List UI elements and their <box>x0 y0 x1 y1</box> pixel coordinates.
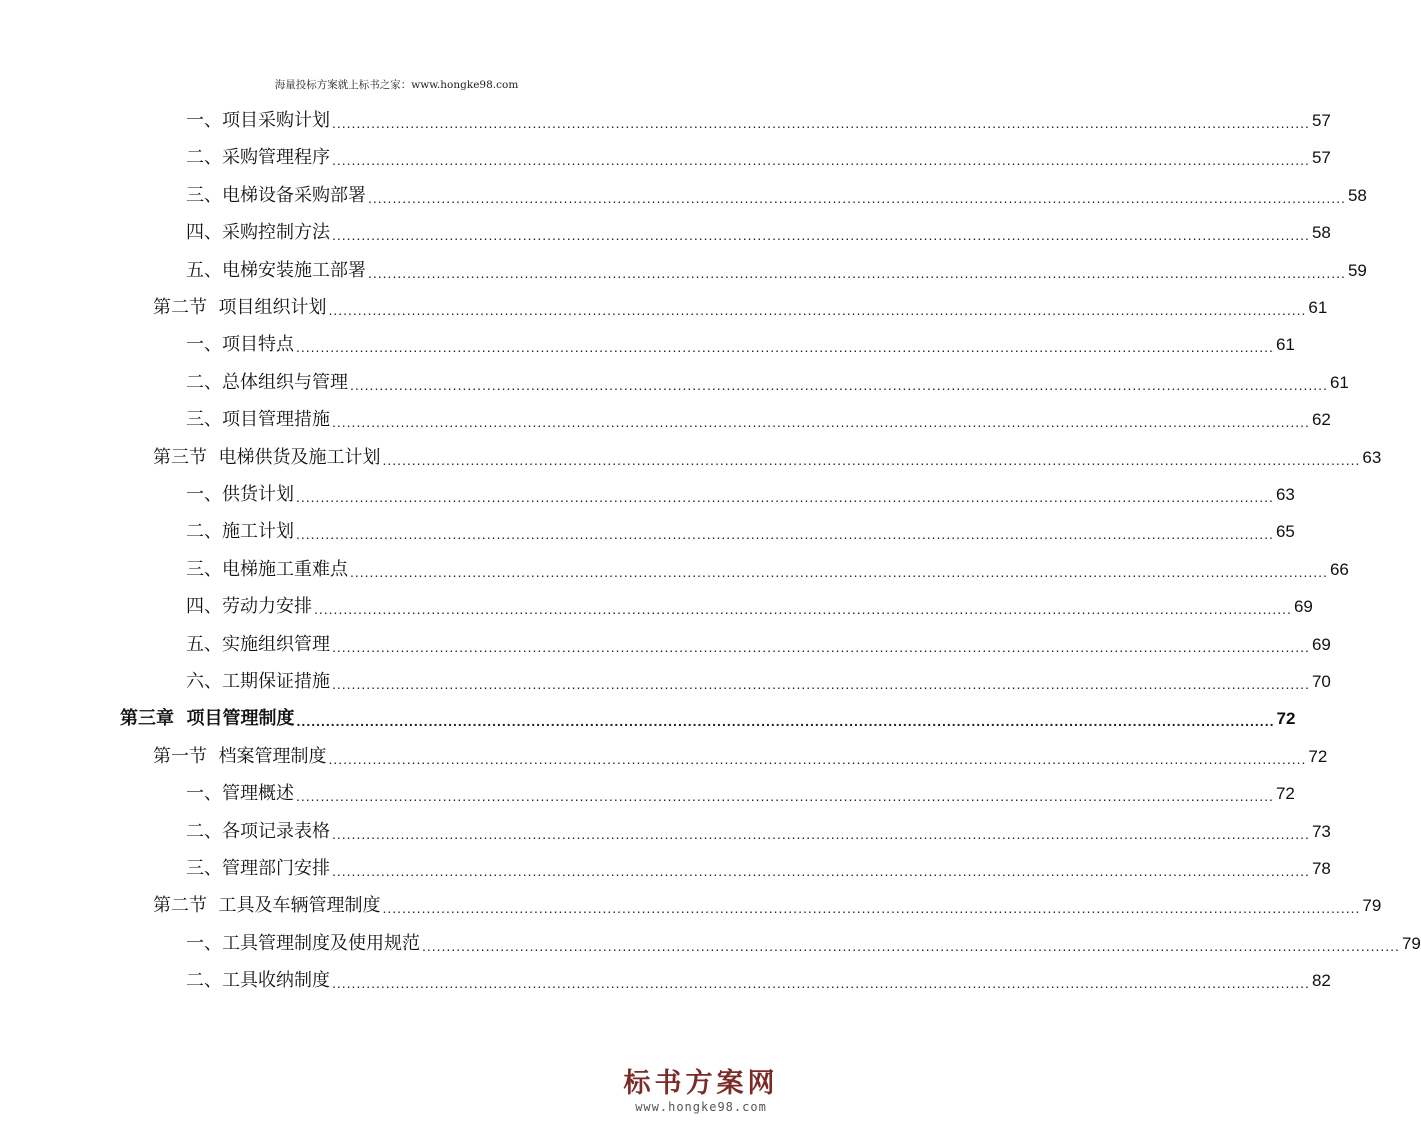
toc-page-number: 65 <box>1275 522 1295 541</box>
toc-leader-dots: ........................................................................................................................................................................................................ <box>328 302 1307 318</box>
toc-leader-dots: ........................................................................................................................................................................................................ <box>368 265 1346 281</box>
toc-leader-dots: ........................................................................................................................................................................................................ <box>332 152 1310 168</box>
toc-page-number: 72 <box>1308 747 1328 766</box>
toc-entry-item[interactable] <box>186 216 1331 244</box>
toc-entry-label: 三、管理部门安排 <box>186 858 330 879</box>
toc-entry-label: 一、项目采购计划 <box>186 110 330 131</box>
toc-leader-dots: ........................................................................................................................................................................................................ <box>296 489 1274 505</box>
toc-entry-label: 四、劳动力安排 <box>186 596 312 617</box>
toc-page-number: 78 <box>1311 859 1331 878</box>
toc-entry-item[interactable] <box>186 628 1331 656</box>
toc-leader-dots: ........................................................................................................................................................................................................ <box>296 339 1274 355</box>
toc-leader-dots: ........................................................................................................................................................................................................ <box>332 414 1310 430</box>
toc-leader-dots: ........................................................................................................................................................................................................ <box>332 975 1310 991</box>
toc-page-number: 58 <box>1347 186 1367 205</box>
toc-entry-item[interactable] <box>186 179 1367 207</box>
toc-page-number: 63 <box>1362 448 1382 467</box>
toc-page-number: 61 <box>1308 298 1328 317</box>
toc-entry-section[interactable] <box>153 889 1382 917</box>
toc-page-number: 63 <box>1275 485 1295 504</box>
toc-entry-item[interactable] <box>186 964 1331 992</box>
toc-page-number: 72 <box>1276 709 1296 728</box>
toc-entry-section[interactable] <box>153 291 1328 319</box>
toc-entry-item[interactable] <box>186 852 1331 880</box>
toc-leader-dots: ........................................................................................................................................................................................................ <box>422 938 1400 954</box>
toc-page-number: 69 <box>1311 635 1331 654</box>
toc-entry-label: 第二节 工具及车辆管理制度 <box>153 895 381 916</box>
toc-leader-dots: ........................................................................................................................................................................................................ <box>332 863 1310 879</box>
toc-entry-item[interactable] <box>186 141 1331 169</box>
toc-leader-dots: ........................................................................................................................................................................................................ <box>332 639 1310 655</box>
toc-leader-dots: ........................................................................................................................................................................................................ <box>296 788 1274 804</box>
toc-page-number: 79 <box>1362 896 1382 915</box>
toc-leader-dots: ........................................................................................................................................................................................................ <box>314 601 1292 617</box>
toc-page-number: 59 <box>1347 261 1367 280</box>
toc-page-number: 61 <box>1275 335 1295 354</box>
watermark-url: www.hongke98.com <box>635 1100 767 1114</box>
toc-entry-label: 二、工具收纳制度 <box>186 970 330 991</box>
toc-entry-label: 五、实施组织管理 <box>186 634 330 655</box>
toc-entry-label: 六、工期保证措施 <box>186 671 330 692</box>
toc-entry-item[interactable] <box>186 403 1331 431</box>
toc-page-number: 79 <box>1401 934 1421 953</box>
toc-entry-label: 二、采购管理程序 <box>186 147 330 168</box>
toc-entry-label: 三、项目管理措施 <box>186 409 330 430</box>
toc-page-number: 62 <box>1311 410 1331 429</box>
toc-page-number: 57 <box>1311 111 1331 130</box>
toc-entry-label: 第一节 档案管理制度 <box>153 746 327 767</box>
toc-page-number: 61 <box>1329 373 1349 392</box>
toc-page-number: 70 <box>1311 672 1331 691</box>
toc-leader-dots: ........................................................................................................................................................................................................ <box>332 227 1310 243</box>
toc-page-number: 82 <box>1311 971 1331 990</box>
toc-entry-label: 三、电梯施工重难点 <box>186 559 348 580</box>
toc-entry-item[interactable] <box>186 553 1349 581</box>
toc-leader-dots: ........................................................................................................................................................................................................ <box>368 190 1346 206</box>
toc-entry-item[interactable] <box>186 328 1295 356</box>
toc-entry-item[interactable] <box>186 478 1295 506</box>
watermark-title: 标书方案网 <box>623 1068 779 1099</box>
toc-entry-label: 二、总体组织与管理 <box>186 372 348 393</box>
toc-entry-item[interactable] <box>186 366 1349 394</box>
toc-entry-item[interactable] <box>186 777 1295 805</box>
toc-page-number: 72 <box>1275 784 1295 803</box>
toc-entry-label: 第二节 项目组织计划 <box>153 297 327 318</box>
toc-entry-item[interactable] <box>186 104 1331 132</box>
toc-page-number: 58 <box>1311 223 1331 242</box>
toc-entry-section[interactable] <box>153 740 1328 768</box>
toc-entry-item[interactable] <box>186 254 1367 282</box>
toc-entry-item[interactable] <box>186 590 1313 618</box>
toc-entry-label: 二、施工计划 <box>186 521 294 542</box>
toc-entry-chapter[interactable] <box>120 702 1296 730</box>
toc-entry-label: 第三章 项目管理制度 <box>120 708 295 729</box>
toc-leader-dots: ........................................................................................................................................................................................................ <box>382 900 1361 916</box>
toc-entry-item[interactable] <box>186 515 1295 543</box>
toc-entry-label: 一、项目特点 <box>186 334 294 355</box>
toc-leader-dots: ........................................................................................................................................................................................................ <box>332 115 1310 131</box>
watermark-logo <box>621 1068 781 1114</box>
toc-entry-label: 一、供货计划 <box>186 484 294 505</box>
toc-entry-section[interactable] <box>153 441 1382 469</box>
toc-entry-label: 五、电梯安装施工部署 <box>186 260 366 281</box>
toc-leader-dots: ........................................................................................................................................................................................................ <box>350 564 1328 580</box>
toc-page-number: 57 <box>1311 148 1331 167</box>
toc-entry-label: 二、各项记录表格 <box>186 821 330 842</box>
toc-leader-dots: ........................................................................................................................................................................................................ <box>332 826 1310 842</box>
toc-entry-label: 三、电梯设备采购部署 <box>186 185 366 206</box>
toc-entry-label: 第三节 电梯供货及施工计划 <box>153 447 381 468</box>
toc-entry-item[interactable] <box>186 927 1421 955</box>
toc-page-number: 66 <box>1329 560 1349 579</box>
toc-page-number: 69 <box>1293 597 1313 616</box>
toc-entry-item[interactable] <box>186 665 1331 693</box>
page-header: 海量投标方案就上标书之家：www.hongke98.com <box>274 79 519 91</box>
toc-entry-label: 一、工具管理制度及使用规范 <box>186 933 420 954</box>
toc-leader-dots: ........................................................................................................................................................................................................ <box>350 377 1328 393</box>
toc-leader-dots: ........................................................................................................................................................................................................ <box>332 676 1310 692</box>
toc-page-number: 73 <box>1311 822 1331 841</box>
toc-entry-label: 四、采购控制方法 <box>186 222 330 243</box>
toc-leader-dots: ........................................................................................................................................................................................................ <box>296 713 1275 729</box>
toc-entry-item[interactable] <box>186 815 1331 843</box>
toc-leader-dots: ........................................................................................................................................................................................................ <box>328 751 1307 767</box>
toc-leader-dots: ........................................................................................................................................................................................................ <box>382 452 1361 468</box>
toc-entry-label: 一、管理概述 <box>186 783 294 804</box>
toc-leader-dots: ........................................................................................................................................................................................................ <box>296 526 1274 542</box>
